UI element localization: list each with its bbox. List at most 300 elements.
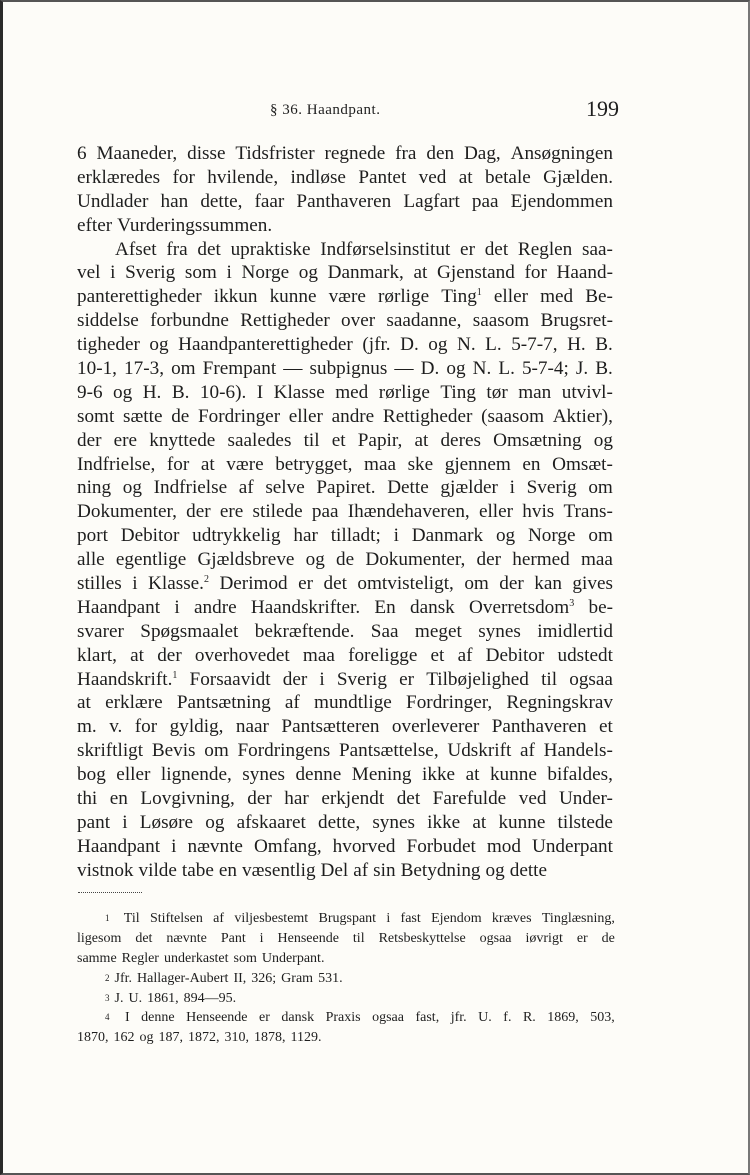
word: J. <box>575 358 589 380</box>
word: Gjenstand <box>437 262 515 284</box>
word: Gjælden. <box>543 166 613 188</box>
word: og <box>593 429 613 451</box>
word: Forbudet <box>406 835 476 857</box>
word: der <box>282 668 308 690</box>
word: selve <box>265 477 305 499</box>
word: et <box>430 644 445 666</box>
word: Frempant <box>202 358 277 380</box>
text-line <box>77 668 613 692</box>
word: Sverig <box>125 262 176 284</box>
word: at <box>413 262 428 284</box>
word: tilladt; <box>330 525 381 547</box>
word: siddelse <box>77 310 139 332</box>
word: ikke <box>427 811 461 833</box>
word: forbundne <box>150 310 229 332</box>
word: bekræftende. <box>254 620 355 642</box>
word: knyttede <box>149 429 216 451</box>
word: 1872, <box>188 1030 220 1046</box>
word: vistnok <box>77 859 134 881</box>
word: 1878, <box>254 1030 286 1046</box>
running-header <box>0 98 750 128</box>
word: og <box>495 525 516 547</box>
word: ske <box>407 453 434 475</box>
word: stilles <box>77 573 122 595</box>
word: Ting$^1$ <box>441 286 482 308</box>
word: utvivl- <box>561 381 613 403</box>
word: somt <box>77 405 115 427</box>
word: mundtlige <box>314 692 392 714</box>
word: 1870, <box>77 1030 109 1046</box>
word: Ting <box>440 381 476 403</box>
word: vel <box>77 262 101 284</box>
word: svarer <box>77 620 124 642</box>
word: Lagfart <box>403 190 460 212</box>
word: gives <box>572 573 613 595</box>
word: Henseende <box>186 1010 248 1026</box>
text-line <box>77 190 613 214</box>
word: kræves <box>491 911 532 926</box>
word: L. <box>485 334 502 356</box>
word: Omfang, <box>253 835 322 857</box>
word: Haandskrifter. <box>250 596 361 618</box>
word: Derimod <box>219 573 288 595</box>
word: der <box>186 501 211 523</box>
word: 326; <box>251 970 277 986</box>
word: er <box>460 238 475 260</box>
word: af <box>284 692 300 714</box>
word: ere <box>113 429 138 451</box>
word: naar <box>235 716 269 738</box>
text-line <box>77 453 613 477</box>
word: være <box>226 453 264 475</box>
text-line <box>77 739 613 763</box>
word: Indførselsinstitut <box>320 238 451 260</box>
word: og <box>149 334 169 356</box>
word: at <box>414 429 429 451</box>
word: om <box>588 477 613 499</box>
word: jfr. <box>450 1010 467 1026</box>
text-line <box>77 238 613 262</box>
word: gjælder <box>440 477 498 499</box>
word: saasom <box>472 310 530 332</box>
word: som <box>184 262 217 284</box>
word: vilde <box>138 859 177 881</box>
word: et <box>331 429 346 451</box>
word: den <box>426 143 455 164</box>
text-line <box>77 142 613 166</box>
word: Afset <box>115 238 157 260</box>
word: Haand- <box>556 262 613 284</box>
word: ved <box>518 788 547 810</box>
word: Bevis <box>151 740 196 762</box>
word: til <box>303 429 320 451</box>
word: Hallager-Aubert <box>137 970 229 986</box>
footnote-line <box>77 909 615 929</box>
word: B. <box>171 381 190 403</box>
word: i <box>509 477 515 499</box>
word: Gram <box>281 970 314 986</box>
text-line <box>77 596 613 620</box>
word: der <box>157 644 182 666</box>
word: i <box>171 835 177 857</box>
text-line <box>77 166 613 190</box>
word: dansk <box>409 596 455 618</box>
text-line <box>77 835 613 859</box>
word: Regler <box>121 950 159 966</box>
word: hermed <box>512 549 570 571</box>
text-line <box>77 405 613 429</box>
word: omtvisteligt, <box>357 573 454 595</box>
footnote-line <box>77 1008 615 1028</box>
footnotes <box>77 909 615 1048</box>
word: i <box>122 811 128 833</box>
footnote-number: 4 <box>105 1012 110 1023</box>
word: 1861, <box>147 990 179 1006</box>
word: Retsbeskyttelse <box>378 930 466 946</box>
word: regnede <box>324 143 386 164</box>
word: eller <box>288 405 323 427</box>
text-line <box>77 572 613 596</box>
word: at <box>130 644 145 666</box>
word: ning <box>77 477 112 499</box>
word: og <box>122 477 142 499</box>
word: det <box>396 788 421 810</box>
word: 1129. <box>290 1030 322 1046</box>
word: 6 <box>77 143 87 164</box>
word: Mening <box>351 764 412 786</box>
word: Udskrift <box>447 740 512 762</box>
text-line <box>77 859 613 883</box>
word: saadanne, <box>386 310 462 332</box>
word: Ejendommen <box>510 190 613 212</box>
word: over <box>341 310 376 332</box>
word: i <box>386 911 391 926</box>
word: Omsæt- <box>552 453 613 475</box>
word: Fordringer <box>198 405 281 427</box>
word: eller <box>116 764 151 786</box>
word: nævnte <box>166 930 207 946</box>
word: Regningskrav <box>506 692 613 714</box>
word: Ihændehaveren, <box>347 501 470 523</box>
word: egentlige <box>115 549 187 571</box>
word: (saasom <box>481 405 544 427</box>
word: R. <box>522 1010 536 1026</box>
word: denne <box>141 1010 175 1026</box>
word: alle <box>77 549 105 571</box>
word: i <box>393 525 399 547</box>
word: underkastet <box>163 950 229 966</box>
word: erklære <box>105 692 163 714</box>
word: U. <box>128 990 143 1006</box>
word: port <box>77 525 108 547</box>
word: Tidsfrister <box>235 143 315 164</box>
word: Henseende <box>277 930 339 946</box>
word: nævnte <box>187 835 243 857</box>
word: erklæredes <box>77 166 161 188</box>
word: har <box>293 525 318 547</box>
word: J. <box>114 990 124 1006</box>
word: sin <box>373 859 396 881</box>
word: at <box>458 166 473 188</box>
text-line <box>77 333 613 357</box>
word: bog <box>77 764 106 786</box>
word: der <box>77 429 102 451</box>
word: betale <box>484 166 531 188</box>
word: saa- <box>582 238 613 260</box>
word: Gjældsbreve <box>197 549 295 571</box>
footnote-line <box>77 989 615 1009</box>
section-title: § 36. Haandpant. <box>270 102 381 118</box>
word: Norge <box>241 262 290 284</box>
footnote-number: 2 <box>105 972 110 983</box>
word: der <box>476 549 502 571</box>
word: N. <box>472 358 492 380</box>
word: D. <box>400 334 419 356</box>
word: mod <box>486 835 521 857</box>
main-text <box>77 142 613 883</box>
word: eller <box>478 501 514 523</box>
word: maa <box>580 549 613 571</box>
word: Haandpanterettigheder <box>178 334 353 356</box>
word: H. <box>567 334 586 356</box>
word: Jfr. <box>114 970 132 986</box>
word: Panthaveren <box>491 716 587 738</box>
word: er <box>576 930 588 946</box>
footnote-number: 3 <box>105 992 110 1003</box>
word: Debitor <box>485 644 545 666</box>
word: Forsaavidt <box>189 668 271 690</box>
word: for <box>166 453 190 475</box>
word: L. <box>498 358 515 380</box>
word: Dette <box>387 477 429 499</box>
word: eller <box>493 286 528 308</box>
word: Indfrielse, <box>77 453 156 475</box>
text-line <box>77 429 613 453</box>
word: efter <box>77 214 113 236</box>
word: Haandskrift.$^1$ <box>77 668 178 690</box>
word: saaledes <box>227 429 292 451</box>
word: m. <box>77 716 97 738</box>
word: hvorved <box>332 835 396 857</box>
word: det <box>484 238 509 260</box>
word: Klasse <box>273 381 325 403</box>
text-line <box>77 620 613 644</box>
word: om <box>464 573 489 595</box>
word: synes <box>478 620 521 642</box>
word: af <box>238 477 254 499</box>
word: og <box>139 1030 154 1046</box>
word: som <box>233 950 257 966</box>
word: Pantet <box>358 166 407 188</box>
word: subpignus <box>309 358 388 380</box>
page-number: 199 <box>586 96 619 121</box>
word: klart, <box>77 644 117 666</box>
word: Danmark, <box>327 262 404 284</box>
word: synes <box>242 764 285 786</box>
word: væsentlig <box>241 859 316 881</box>
word: denne <box>295 764 342 786</box>
word: imidlertid <box>537 620 613 642</box>
word: I <box>125 1010 130 1026</box>
word: stilede <box>252 501 303 523</box>
word: han <box>160 190 189 212</box>
word: at <box>77 692 91 714</box>
word: H. <box>142 381 162 403</box>
word: og <box>305 549 325 571</box>
word: 1869, <box>547 1010 579 1026</box>
word: N. <box>456 334 476 356</box>
word: gjennem <box>444 453 511 475</box>
word: Danmark <box>411 525 484 547</box>
word: af <box>213 911 225 926</box>
footnote-line <box>77 1028 615 1048</box>
word: Dag, <box>463 143 501 164</box>
text-line <box>77 715 613 739</box>
word: og <box>298 262 318 284</box>
word: Fordringer, <box>406 692 493 714</box>
word: til <box>352 930 365 946</box>
word: Betydning <box>400 859 481 881</box>
word: deres <box>440 429 481 451</box>
word: Dokumenter, <box>77 501 177 523</box>
word: i <box>132 573 138 595</box>
word: Farefulde <box>432 788 507 810</box>
word: Indfrielse <box>153 477 228 499</box>
word: Overretsdom$^3$ <box>469 596 575 618</box>
word: kan <box>534 573 562 595</box>
word: tabe <box>181 859 214 881</box>
word: viljesbestemt <box>234 911 309 926</box>
word: kunne <box>498 811 546 833</box>
word: ved <box>418 166 447 188</box>
word: dette, <box>200 190 243 212</box>
word: Lovgivning, <box>140 788 235 810</box>
word: om <box>588 525 613 547</box>
word: dansk <box>281 1010 315 1026</box>
word: til <box>541 668 558 690</box>
word: 187, <box>158 1030 183 1046</box>
word: Reglen <box>517 238 573 260</box>
word: B. <box>595 358 613 380</box>
text-line <box>77 261 613 285</box>
word: og <box>485 859 505 881</box>
word: Rettigheder <box>382 405 473 427</box>
word: betrygget, <box>275 453 353 475</box>
word: andre <box>331 405 375 427</box>
word: ogsaa <box>479 930 512 946</box>
word: tilstede <box>557 811 613 833</box>
word: 894—95. <box>183 990 237 1006</box>
word: af <box>353 859 369 881</box>
text-line <box>77 476 613 500</box>
word: Pantsætteren <box>281 716 380 738</box>
word: fra <box>395 143 417 164</box>
footnote-line <box>77 929 615 949</box>
word: — <box>283 358 303 380</box>
word: 10-1, <box>77 358 117 380</box>
word: i <box>226 262 232 284</box>
word: 5-7-4; <box>521 358 569 380</box>
word: har <box>284 788 309 810</box>
text-line <box>77 644 613 668</box>
word: om <box>204 740 229 762</box>
word: Papir, <box>357 429 403 451</box>
text-line <box>77 811 613 835</box>
text-line <box>77 548 613 572</box>
word: pant <box>77 811 111 833</box>
word: Haandpant <box>77 596 161 618</box>
word: D. <box>420 358 440 380</box>
word: at <box>465 764 480 786</box>
word: Ejendom <box>431 911 482 926</box>
text-line <box>77 309 613 333</box>
word: sætte <box>123 405 163 427</box>
word: Praxis <box>325 1010 361 1026</box>
word: Del <box>320 859 349 881</box>
word: overhovedet <box>194 644 290 666</box>
word: og <box>205 811 225 833</box>
word: det <box>135 930 153 946</box>
word: erkjendt <box>321 788 385 810</box>
word: ogsaa <box>372 1010 404 1026</box>
word: Underpant. <box>261 950 325 966</box>
word: af <box>520 740 535 762</box>
word: afskaaret <box>236 811 306 833</box>
word: 5-7-7, <box>511 334 558 356</box>
word: Under- <box>558 788 613 810</box>
text-line <box>77 524 613 548</box>
word: skriftligt <box>77 740 144 762</box>
word: de <box>171 405 190 427</box>
word: 310, <box>224 1030 249 1046</box>
footnote-line <box>77 949 615 969</box>
word: tigheder <box>77 334 140 356</box>
text-line <box>77 691 613 715</box>
word: Fordringens <box>237 740 331 762</box>
word: med <box>540 286 574 308</box>
word: i <box>174 596 180 618</box>
word: en <box>522 453 541 475</box>
word: og <box>113 381 133 403</box>
word: disse <box>187 143 226 164</box>
word: fra <box>166 238 188 260</box>
word: Løsøre <box>139 811 194 833</box>
word: i <box>319 668 325 690</box>
footnote-line <box>77 969 615 989</box>
word: der <box>499 573 524 595</box>
footnote-number: 1 <box>105 913 110 923</box>
word: synes <box>372 811 415 833</box>
word: maa <box>302 644 335 666</box>
word: Underpant <box>531 835 613 857</box>
word: der <box>247 788 272 810</box>
word: og <box>428 334 448 356</box>
word: Undlader <box>77 190 149 212</box>
word: meget <box>414 620 462 642</box>
word: overleverer <box>391 716 480 738</box>
word: 503, <box>590 1010 615 1026</box>
word: bifaldes, <box>547 764 613 786</box>
word: Handels- <box>543 740 613 762</box>
word: Omsætning <box>493 429 582 451</box>
word: indløse <box>290 166 346 188</box>
text-line <box>77 381 613 405</box>
word: Sverig <box>526 477 577 499</box>
word: thi <box>77 788 98 810</box>
word: Stiftelsen <box>149 911 203 926</box>
word: f. <box>503 1010 512 1026</box>
word: (jfr. <box>362 334 391 356</box>
